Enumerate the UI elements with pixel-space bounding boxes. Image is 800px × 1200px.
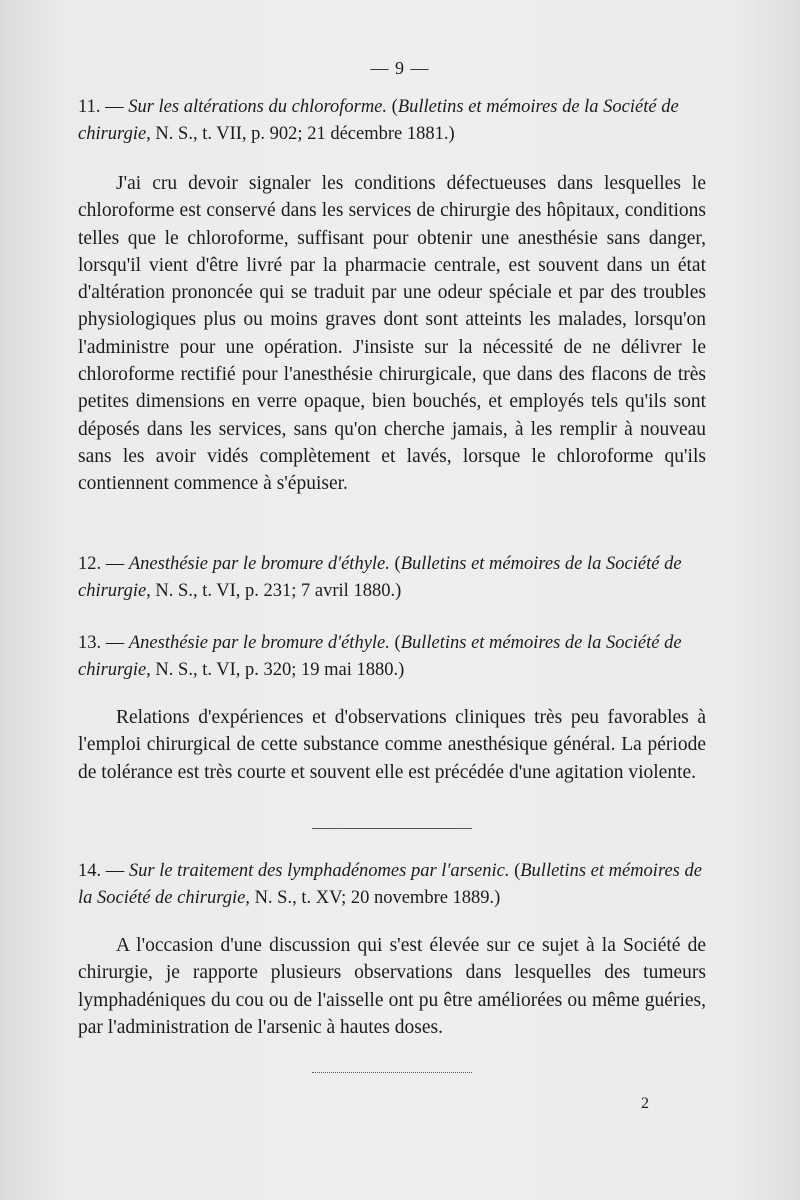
entry-11-heading	[78, 94, 706, 148]
entry-title: Sur le traitement des lymphadénomes par l'arsenic.	[128, 861, 510, 881]
entry-dash: —	[105, 554, 125, 574]
ref-details: N. S., t. VI, p. 320; 19 mai 1880.)	[155, 660, 405, 680]
entry-14-body: A l'occasion d'une discussion qui s'est élevée sur ce sujet à la Société de chirurgie, je rapporte plusieurs observations dans lesquelles des tumeurs lymphadéniques du cou ou de l'aisselle ont pu être améliorées ou même guéries, par l'administration de l'arsenic à hautes doses.	[78, 935, 706, 1038]
end-divider	[312, 1072, 472, 1073]
entry-number: 13.	[78, 633, 102, 653]
ref-open: (	[514, 861, 521, 881]
ref-open: (	[394, 554, 401, 574]
entry-number: 14.	[78, 861, 102, 881]
entry-14-heading	[78, 858, 706, 912]
entry-number: 12.	[78, 554, 102, 574]
entry-11-body: J'ai cru devoir signaler les conditions défectueuses dans lesquelles le chloroforme est conservé dans les services de chirurgie des hôpitaux, conditions telles que le chloroforme, suffisant pour obtenir une anesthésie sans danger, lorsqu'il vient d'être livré par la pharmacie centrale, est souvent dans un état d'altération prononcée qui se traduit par une odeur spéciale et par des troubles physiologiques plus ou moins graves dont sont atteints les malades, lorsqu'on l'administre pour une opération. J'insiste sur la nécessité de ne délivrer le chloroforme rectifié pour l'anesthésie chirurgicale, que dans des flacons de très petites dimensions en verre opaque, bien bouchés, et employés tels qu'ils sont déposés dans les services, sans qu'on cherche jamais, à les remplir à nouveau sans les avoir vidés complètement et lavés, lorsque le chloroforme qu'ils contiennent commence à s'épuiser.	[78, 173, 706, 495]
entry-title: Sur les altérations du chloroforme.	[128, 97, 388, 117]
entry-dash: —	[105, 633, 125, 653]
ref-details: N. S., t. VII, p. 902; 21 décembre 1881.)	[155, 124, 455, 144]
entry-12-heading	[78, 551, 706, 605]
entry-13-heading	[78, 630, 706, 684]
ref-journal: Bulletins et mémoires de la Société de chirurgie,	[78, 554, 682, 601]
section-divider	[312, 828, 472, 829]
entry-13-body: Relations d'expériences et d'observations cliniques très peu favorables à l'emploi chirurgical de cette substance comme anesthésique général. La période de tolérance est très courte et souvent elle est précédée d'une agitation violente.	[78, 707, 706, 783]
ref-open: (	[391, 97, 398, 117]
ref-details: N. S., t. XV; 20 novembre 1889.)	[254, 888, 501, 908]
entry-dash: —	[105, 861, 125, 881]
ref-details: N. S., t. VI, p. 231; 7 avril 1880.)	[155, 581, 402, 601]
entry-title: Anesthésie par le bromure d'éthyle.	[128, 633, 390, 653]
ref-open: (	[394, 633, 401, 653]
entry-title: Anesthésie par le bromure d'éthyle.	[128, 554, 390, 574]
ref-journal: Bulletins et mémoires de la Société de chirurgie,	[78, 861, 702, 908]
page-number: — 9 —	[370, 58, 430, 78]
ref-journal: Bulletins et mémoires de la Société de chirurgie,	[78, 633, 682, 680]
ref-journal: Bulletins et mémoires de la Société de chirurgie,	[78, 97, 679, 144]
entry-dash: —	[105, 97, 124, 117]
entry-number: 11.	[78, 97, 101, 117]
signature-mark: 2	[641, 1095, 649, 1112]
